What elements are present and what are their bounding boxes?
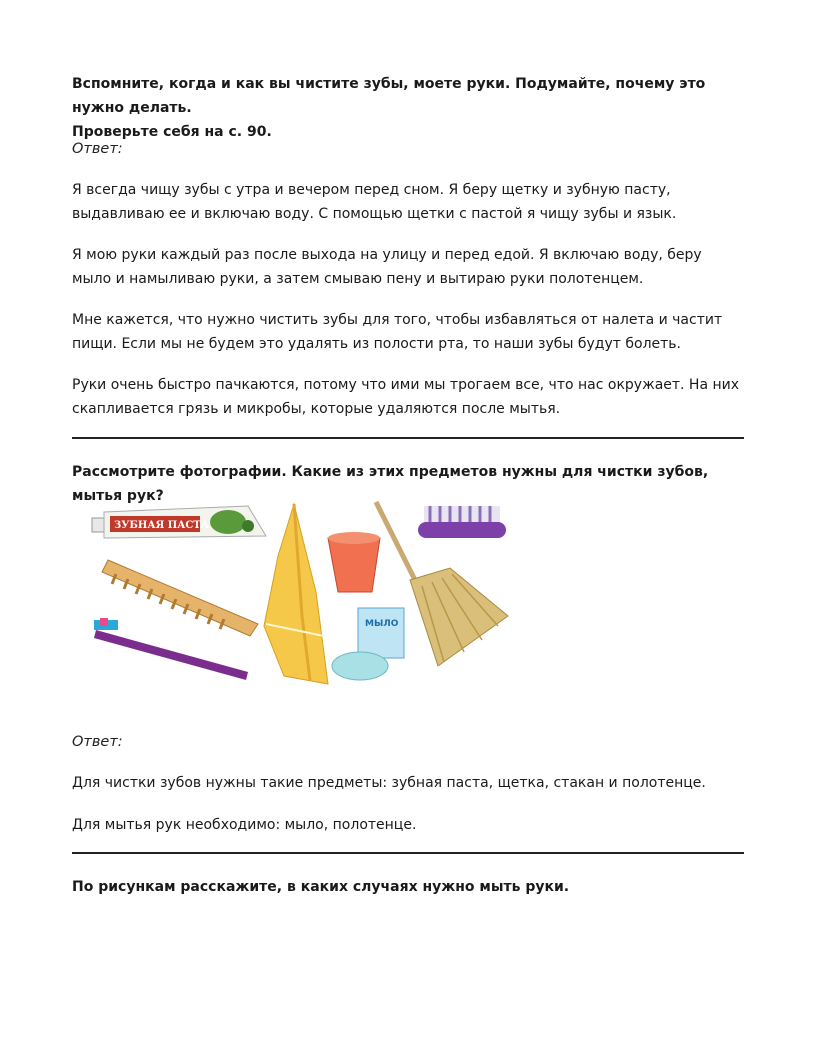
nail-brush-icon	[418, 506, 506, 538]
section-divider-1	[72, 437, 744, 439]
answer-label-2: Ответ:	[72, 734, 123, 750]
section-divider-2	[72, 852, 744, 854]
hygiene-items-illustration	[88, 496, 518, 688]
answer-1-paragraph-2: Я мою руки каждый раз после выхода на улицу и перед едой. Я включаю воду, беру мыло и намыливаю руки, а затем смываю пену и вытираю руки полотенцем.	[72, 247, 702, 287]
answer-label-1: Ответ:	[72, 141, 123, 157]
cup-icon	[328, 532, 380, 592]
question-1-line-1: Вспомните, когда и как вы чистите зубы, моете руки. Подумайте, почему это нужно делать.	[72, 76, 706, 116]
answer-2-paragraph-1: Для чистки зубов нужны такие предметы: зубная паста, щетка, стакан и полотенце.	[72, 775, 706, 791]
toothpaste-icon	[92, 506, 266, 538]
comb-icon	[102, 560, 258, 636]
svg-text:ЗУБНАЯ ПАСТА: ЗУБНАЯ ПАСТА	[114, 520, 209, 531]
question-2: Рассмотрите фотографии. Какие из этих предметов нужны для чистки зубов, мытья рук?	[72, 464, 709, 504]
svg-text:МЫЛО: МЫЛО	[365, 619, 399, 629]
question-1-line-2: Проверьте себя на с. 90.	[72, 124, 272, 140]
question-1	[72, 72, 744, 144]
toothbrush-icon	[94, 618, 248, 680]
question-3: По рисункам расскажите, в каких случаях нужно мыть руки.	[72, 879, 570, 895]
answer-1-paragraph-4: Руки очень быстро пачкаются, потому что ими мы трогаем все, что нас окружает. На них скапливается грязь и микробы, которые удаляются после мытья.	[72, 377, 740, 417]
answer-2-paragraph-2: Для мытья рук необходимо: мыло, полотенце.	[72, 817, 417, 833]
soap-box-icon	[358, 608, 404, 658]
answer-1-paragraph-3: Мне кажется, что нужно чистить зубы для того, чтобы избавляться от налета и частит пищи. Если мы не будем это удалять из полости рта, то наши зубы будут болеть.	[72, 312, 723, 352]
soap-bar-icon	[332, 652, 388, 680]
towel-icon	[264, 504, 328, 684]
answer-1-paragraph-1: Я всегда чищу зубы с утра и вечером перед сном. Я беру щетку и зубную пасту, выдавливаю ее и включаю воду. С помощью щетки с пастой я чищу зубы и язык.	[72, 182, 677, 222]
